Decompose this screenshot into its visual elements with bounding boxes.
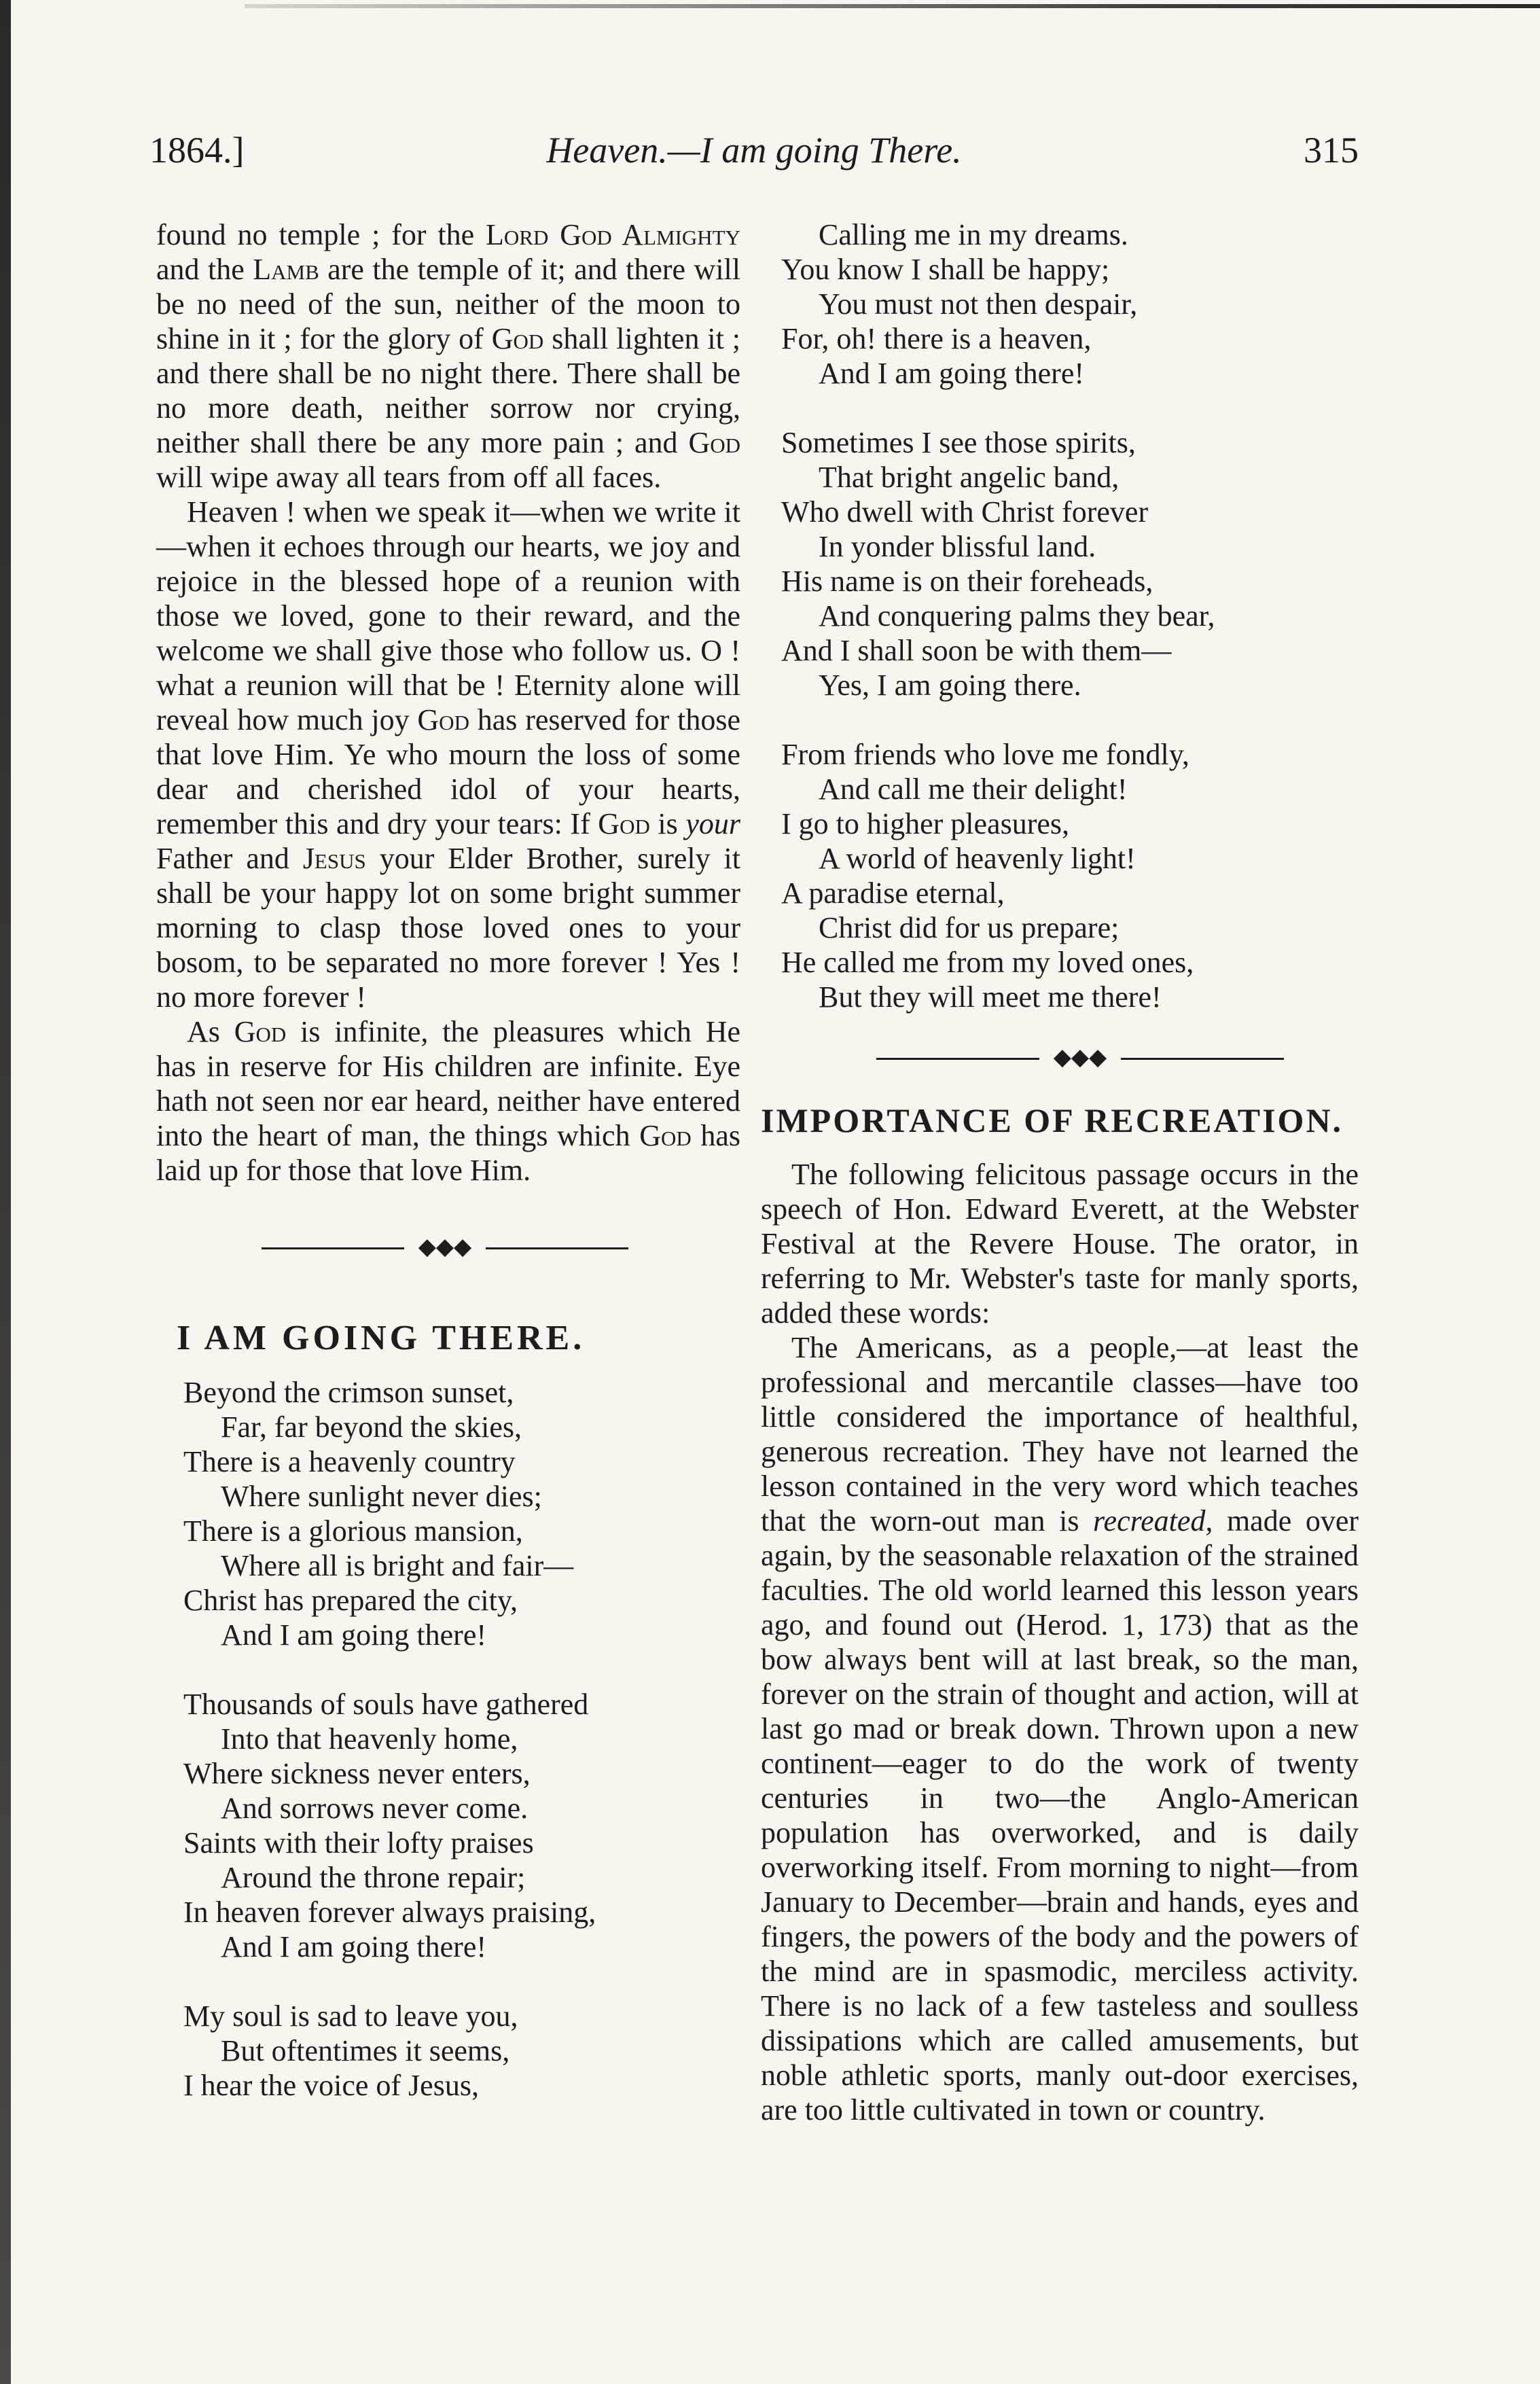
poem-stanza-3 bbox=[156, 1999, 740, 2103]
poem-line: And I am going there! bbox=[221, 1618, 486, 1652]
poem-line: And I am going there! bbox=[819, 357, 1084, 390]
poem-line: But oftentimes it seems, bbox=[221, 2034, 510, 2067]
poem-line: Saints with their lofty praises bbox=[183, 1826, 534, 1860]
poem-line: I go to higher pleasures, bbox=[781, 807, 1069, 840]
divider-rule-left bbox=[262, 1247, 404, 1249]
running-head bbox=[149, 129, 1359, 177]
poem-line: But they will meet me there! bbox=[819, 980, 1162, 1014]
left-column bbox=[156, 217, 740, 2137]
poem-line: Where all is bright and fair— bbox=[221, 1549, 574, 1582]
poem-line: A paradise eternal, bbox=[781, 876, 1005, 910]
poem-line: And sorrows never come. bbox=[221, 1792, 529, 1825]
poem-line: Christ did for us prepare; bbox=[819, 911, 1120, 944]
page-number: 315 bbox=[1304, 130, 1359, 171]
poem-line: There is a glorious mansion, bbox=[183, 1514, 523, 1548]
poem-line: Where sickness never enters, bbox=[183, 1757, 531, 1790]
poem-line: In yonder blissful land. bbox=[819, 530, 1096, 563]
poem-line: Who dwell with Christ forever bbox=[781, 495, 1149, 529]
poem-continuation bbox=[761, 217, 1359, 1014]
poem-line: Far, far beyond the skies, bbox=[221, 1410, 522, 1444]
page-edge-left bbox=[0, 0, 11, 2384]
poem-line: Beyond the crimson sunset, bbox=[183, 1376, 514, 1409]
divider-rule-left bbox=[876, 1058, 1039, 1060]
recreation-paragraph-2: The Americans, as a people,—at least the professional and mercantile classes—have too little considered the importance of healthful, generous recreation. They have not learned the lesson contained in the very word which teaches that the worn-out man is recreated, made over again, by the seasonable relaxation of the strained faculties. The old world learned this lesson years ago, and found out (Herod. 1, 173) that as the bow always bent will at last break, so the man, forever on the strain of thought and action, will at last go mad or break down. Thrown upon a new continent—eager to do the work of twenty centuries in two—the Anglo-American population has overworked, and is daily overworking itself. From morning to night—from January to December—brain and hands, eyes and fingers, the powers of the body and the powers of the mind are in spasmodic, merciless activity. There is no lack of a few tasteless and soulless dissipations which are called amusements, but noble athletic sports, manly out-door exercises, are too little cultivated in town or country. bbox=[761, 1331, 1359, 2127]
poem-line: For, oh! there is a heaven, bbox=[781, 322, 1092, 355]
poem-line: That bright angelic band, bbox=[819, 461, 1120, 494]
page-edge-top bbox=[245, 4, 1540, 8]
poem-line: Around the throne repair; bbox=[221, 1861, 526, 1894]
poem-line: In heaven forever always praising, bbox=[183, 1896, 596, 1929]
article-title: IMPORTANCE OF RECREATION. bbox=[761, 1101, 1344, 1139]
divider-rule-right bbox=[1121, 1058, 1284, 1060]
poem-line: My soul is sad to leave you, bbox=[183, 1999, 518, 2033]
heaven-paragraph-1: found no temple ; for the Lord God Almighty and the Lamb are the temple of it; and there will be no need of the sun, neither of the moon to shine in it ; for the glory of God shall lighten it ; and there shall be no night there. There shall be no more death, neither sorrow nor crying, neither shall there be any more pain ; and God will wipe away all tears from off all faces. bbox=[156, 218, 740, 494]
poem-line: Calling me in my dreams. bbox=[819, 218, 1128, 251]
poem-line: Thousands of souls have gathered bbox=[183, 1688, 589, 1721]
poem-line: Into that heavenly home, bbox=[221, 1722, 518, 1756]
poem-line: And I am going there! bbox=[221, 1930, 486, 1963]
poem-line: He called me from my loved ones, bbox=[781, 946, 1194, 979]
section-divider bbox=[761, 1039, 1359, 1080]
poem-line: And I shall soon be with them— bbox=[781, 634, 1172, 667]
divider-ornament: ◆◆◆ bbox=[418, 1234, 472, 1260]
poem-stanza-6 bbox=[761, 737, 1359, 1014]
divider-rule-right bbox=[486, 1247, 628, 1249]
heaven-paragraph-2: Heaven ! when we speak it—when we write it—when it echoes through our hearts, we joy and rejoice in the blessed hope of a reunion with those we loved, gone to their reward, and the welcome we shall give those who follow us. O ! what a reunion will that be ! Eternity alone will reveal how much joy God has reserved for those that love Him. Ye who mourn the loss of some dear and cherished idol of your hearts, remember this and dry your tears: If God is your Father and Jesus your Elder Brother, surely it shall be your happy lot on some bright summer morning to clasp those loved ones to your bosom, to be separated no more forever ! Yes ! no more forever ! bbox=[156, 495, 740, 1014]
poem-line: And call me their delight! bbox=[819, 772, 1128, 806]
poem-line: You know I shall be happy; bbox=[781, 253, 1110, 286]
poem-line: Yes, I am going there. bbox=[819, 669, 1081, 702]
section-divider bbox=[156, 1228, 740, 1269]
running-title: Heaven.—I am going There. bbox=[546, 130, 962, 171]
divider-ornament: ◆◆◆ bbox=[1053, 1045, 1107, 1070]
poem-line: From friends who love me fondly, bbox=[781, 738, 1189, 771]
poem-i-am-going-there bbox=[156, 1375, 740, 2103]
poem-line: And conquering palms they bear, bbox=[819, 599, 1215, 633]
volume-year: 1864.] bbox=[149, 130, 245, 171]
poem-line: Sometimes I see those spirits, bbox=[781, 426, 1136, 459]
poem-line: Where sunlight never dies; bbox=[221, 1480, 542, 1513]
poem-stanza-5 bbox=[761, 425, 1359, 702]
poem-line: A world of heavenly light! bbox=[819, 842, 1136, 875]
poem-line: I hear the voice of Jesus, bbox=[183, 2069, 479, 2102]
heaven-paragraph-3: As God is infinite, the pleasures which He has in reserve for His children are infinite. Eye hath not seen nor ear heard, neither have entered into the heart of man, the things which God has laid up for those that love Him. bbox=[156, 1015, 740, 1187]
poem-line: Christ has prepared the city, bbox=[183, 1584, 518, 1617]
poem-line: You must not then despair, bbox=[819, 287, 1138, 321]
poem-stanza-4 bbox=[761, 217, 1359, 391]
poem-stanza-1 bbox=[156, 1375, 740, 1652]
poem-line: There is a heavenly country bbox=[183, 1445, 516, 1478]
poem-stanza-2 bbox=[156, 1687, 740, 1964]
poem-line: His name is on their foreheads, bbox=[781, 565, 1153, 598]
poem-title: I AM GOING THERE. bbox=[177, 1319, 586, 1357]
right-column bbox=[761, 217, 1359, 2127]
recreation-paragraph-1: The following felicitous passage occurs in the speech of Hon. Edward Everett, at the Webster Festival at the Revere House. The orator, in referring to Mr. Webster's taste for manly sports, added these words: bbox=[761, 1158, 1359, 1330]
